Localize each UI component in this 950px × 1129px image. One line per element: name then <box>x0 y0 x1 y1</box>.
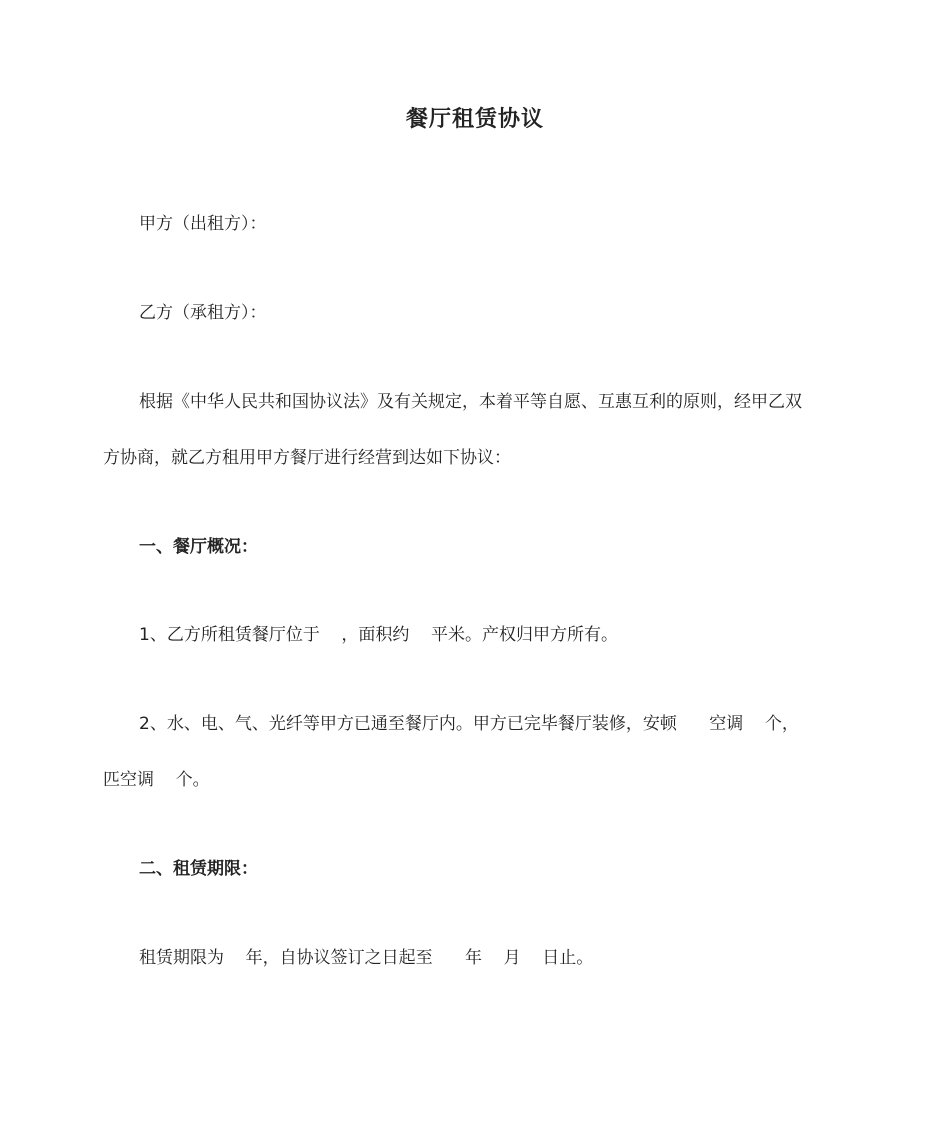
section-heading-overview: 一、餐厅概况： <box>139 537 258 557</box>
clause-2-line-2: 匹空调 个。 <box>103 770 210 790</box>
document-title: 餐厅租赁协议 <box>405 107 544 132</box>
clause-2-line-1: 2、水、电、气、光纤等甲方已通至餐厅内。甲方已完毕餐厅装修，安顿 空调 个， <box>139 714 799 734</box>
preamble-line-2: 方协商，就乙方租用甲方餐厅进行经营到达如下协议： <box>103 448 511 468</box>
preamble-line-1: 根据《中华人民共和国协议法》及有关规定，本着平等自愿、互惠互利的原则，经甲乙双 <box>139 392 802 412</box>
section-heading-term: 二、租赁期限： <box>139 859 258 879</box>
party-b-line: 乙方（承租方）： <box>139 303 267 323</box>
clause-term: 租赁期限为 年，自协议签订之日起至 年 月 日止。 <box>139 948 594 968</box>
party-a-line: 甲方（出租方）： <box>139 214 267 234</box>
clause-1-location: 1、乙方所租赁餐厅位于 ，面积约 平米。产权归甲方所有。 <box>139 625 619 645</box>
